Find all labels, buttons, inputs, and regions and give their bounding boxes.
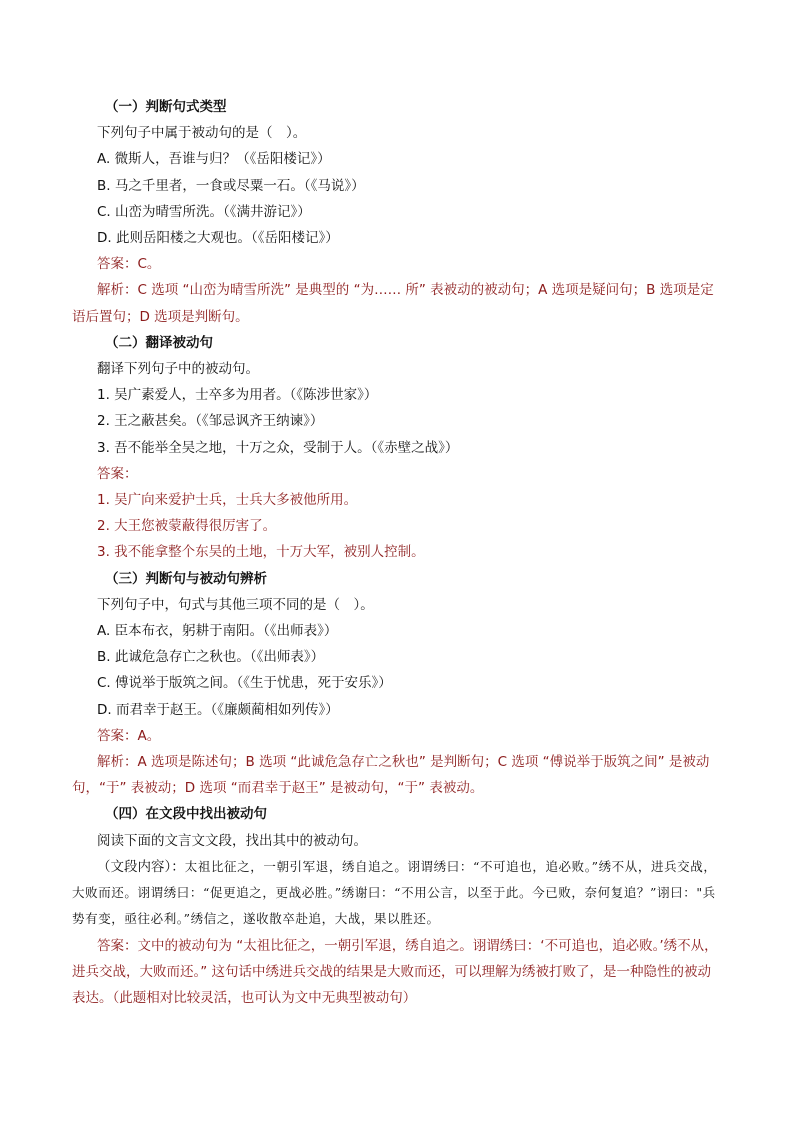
option-d: D. 而君幸于赵王。（《廉颇蔺相如列传》） bbox=[97, 701, 339, 718]
option-a: A. 微斯人，吾谁与归？（《岳阳楼记》） bbox=[97, 151, 331, 168]
passage-text: 太祖比征之，一朝引军退，绣自追之。诩谓绣曰：“不可追也，追必败。”绣不从，进兵交战，大败而还。诩谓绣曰：“促更追之，更战必胜。”绣谢曰：“不用公言，以至于此。今已败，奈何复追？”诩曰："兵势有变，亟往必利。”绣信之，遂收散卒赴追，大战，果以胜还。 bbox=[72, 858, 717, 927]
answer-1: 答案：C。 bbox=[97, 256, 161, 273]
option-d: D. 此则岳阳楼之大观也。（《岳阳楼记》） bbox=[97, 230, 339, 247]
option-a: A. 臣本布衣，躬耕于南阳。（《出师表》） bbox=[97, 623, 338, 640]
answer-4: 答案：文中的被动句为 “太祖比征之，一朝引军退，绣自追之。诩谓绣曰：‘不可追也，追必败。’绣不从，进兵交战，大败而还。” 这句话中绣进兵交战的结果是大败而还，可以理解为绣被打败了，是一种隐性的被动表达。（此题相对比较灵活，也可认为文中无典型被动句） bbox=[72, 937, 718, 1006]
question-3: 下列句子中，句式与其他三项不同的是（ ）。 bbox=[97, 596, 374, 613]
question-4: 阅读下面的文言文文段，找出其中的被动句。 bbox=[97, 832, 367, 849]
classical-passage bbox=[72, 854, 724, 933]
question-2: 翻译下列句子中的被动句。 bbox=[97, 361, 259, 378]
section-heading-1: （一）判断句式类型 bbox=[105, 99, 227, 115]
item-3: 3. 吾不能举全吴之地，十万之众，受制于人。（《赤壁之战》） bbox=[97, 439, 459, 456]
option-b: B. 马之千里者，一食或尽粟一石。（《马说》） bbox=[97, 177, 365, 194]
passage-lead: （文段内容）： bbox=[97, 858, 185, 875]
item-2: 2. 王之蔽甚矣。（《邹忌讽齐王纳谏》） bbox=[97, 413, 324, 430]
section-heading-4: （四）在文段中找出被动句 bbox=[105, 806, 267, 823]
question-1: 下列句子中属于被动句的是（ ）。 bbox=[97, 125, 307, 142]
section-heading-2: （二）翻译被动句 bbox=[105, 334, 213, 351]
option-c: C. 山峦为晴雪所洗。（《满井游记》） bbox=[97, 203, 311, 220]
answer-3: 答案：A。 bbox=[97, 727, 161, 744]
answer-label-2: 答案： bbox=[97, 465, 138, 482]
option-c: C. 傅说举于版筑之间。（《生于忧患，死于安乐》） bbox=[97, 675, 392, 692]
answer-2-3: 3. 我不能拿整个东吴的土地，十万大军，被别人控制。 bbox=[97, 544, 425, 561]
option-b: B. 此诚危急存亡之秋也。（《出师表》） bbox=[97, 649, 325, 666]
document-page bbox=[72, 94, 724, 1011]
item-1: 1. 吴广素爱人，士卒多为用者。（《陈涉世家》） bbox=[97, 387, 378, 404]
analysis-1: 解析：C 选项 “山峦为晴雪所洗” 是典型的 “为…… 所” 表被动的被动句；A 选项是疑问句；B 选项是定语后置句；D 选项是判断句。 bbox=[72, 282, 714, 325]
section-heading-3: （三）判断句与被动句辨析 bbox=[105, 570, 267, 587]
analysis-3: 解析：A 选项是陈述句；B 选项 “此诚危急存亡之秋也” 是判断句；C 选项 “傅说举于版筑之间” 是被动句，“于” 表被动；D 选项 “而君幸于赵王” 是被动句，“于” 表被动。 bbox=[72, 754, 710, 797]
answer-2-1: 1. 吴广向来爱护士兵，士兵大多被他所用。 bbox=[97, 492, 358, 509]
answer-2-2: 2. 大王您被蒙蔽得很厉害了。 bbox=[97, 518, 277, 535]
